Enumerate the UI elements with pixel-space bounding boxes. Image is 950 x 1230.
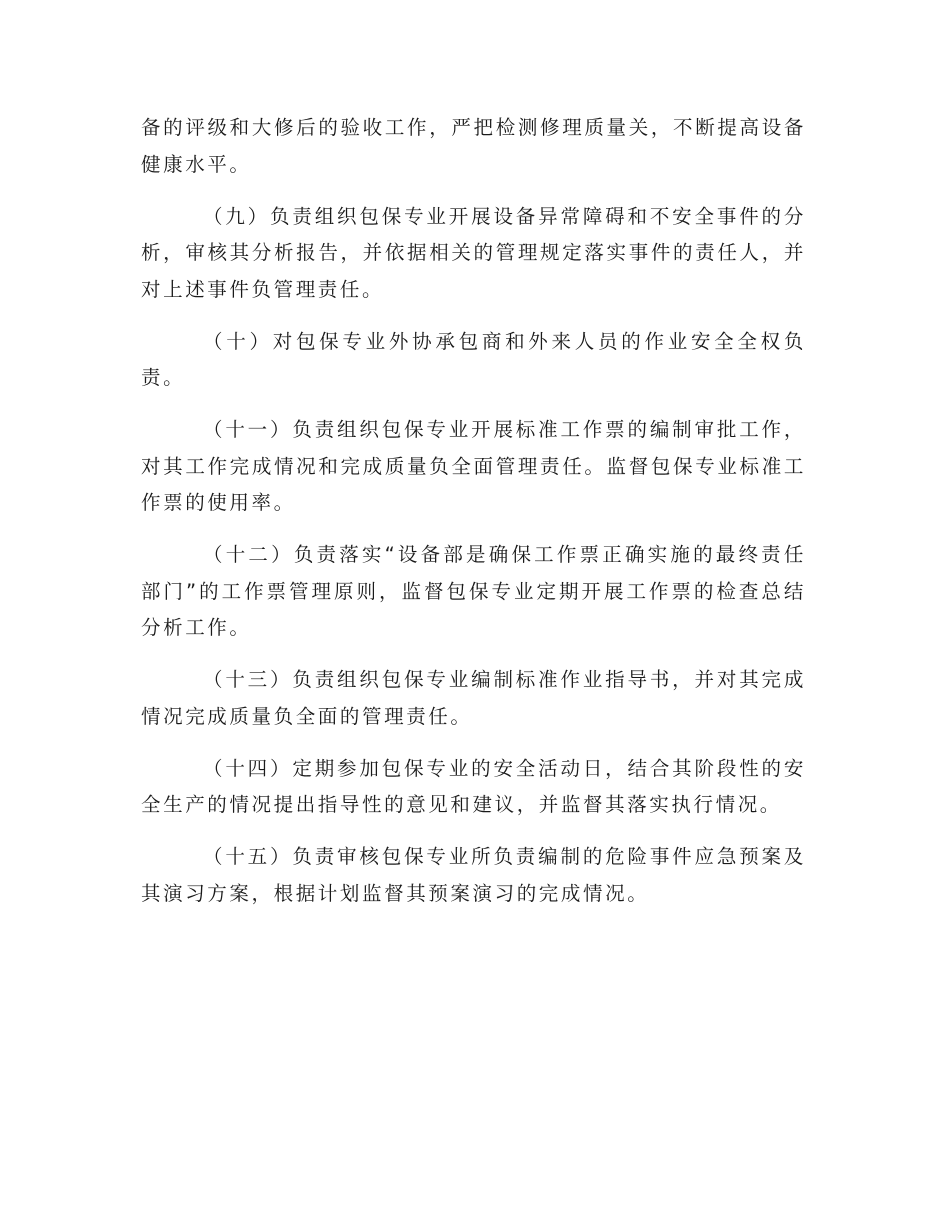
paragraph-item-15: （十五）负责审核包保专业所负责编制的危险事件应急预案及其演习方案，根据计划监督其预案演习的完成情况。 <box>141 845 806 905</box>
paragraph-item-12: （十二）负责落实“设备部是确保工作票正确实施的最终责任部门”的工作票管理原则，监督包保专业定期开展工作票的检查总结分析工作。 <box>141 543 806 639</box>
paragraph-item-10: （十）对包保专业外协承包商和外来人员的作业安全全权负责。 <box>141 329 806 389</box>
paragraph-item-13: （十三）负责组织包保专业编制标准作业指导书，并对其完成情况完成质量负全面的管理责任。 <box>141 668 806 728</box>
paragraph-continuation: 备的评级和大修后的验收工作，严把检测修理质量关，不断提高设备健康水平。 <box>141 116 806 176</box>
paragraph-item-9: （九）负责组织包保专业开展设备异常障碍和不安全事件的分析，审核其分析报告，并依据相关的管理规定落实事件的责任人，并对上述事件负管理责任。 <box>141 204 806 301</box>
document-body <box>141 110 806 928</box>
paragraph-item-14: （十四）定期参加包保专业的安全活动日，结合其阶段性的安全生产的情况提出指导性的意见和建议，并监督其落实执行情况。 <box>141 756 806 816</box>
paragraph-item-11: （十一）负责组织包保专业开展标准工作票的编制审批工作，对其工作完成情况和完成质量负全面管理责任。监督包保专业标准工作票的使用率。 <box>141 418 806 514</box>
